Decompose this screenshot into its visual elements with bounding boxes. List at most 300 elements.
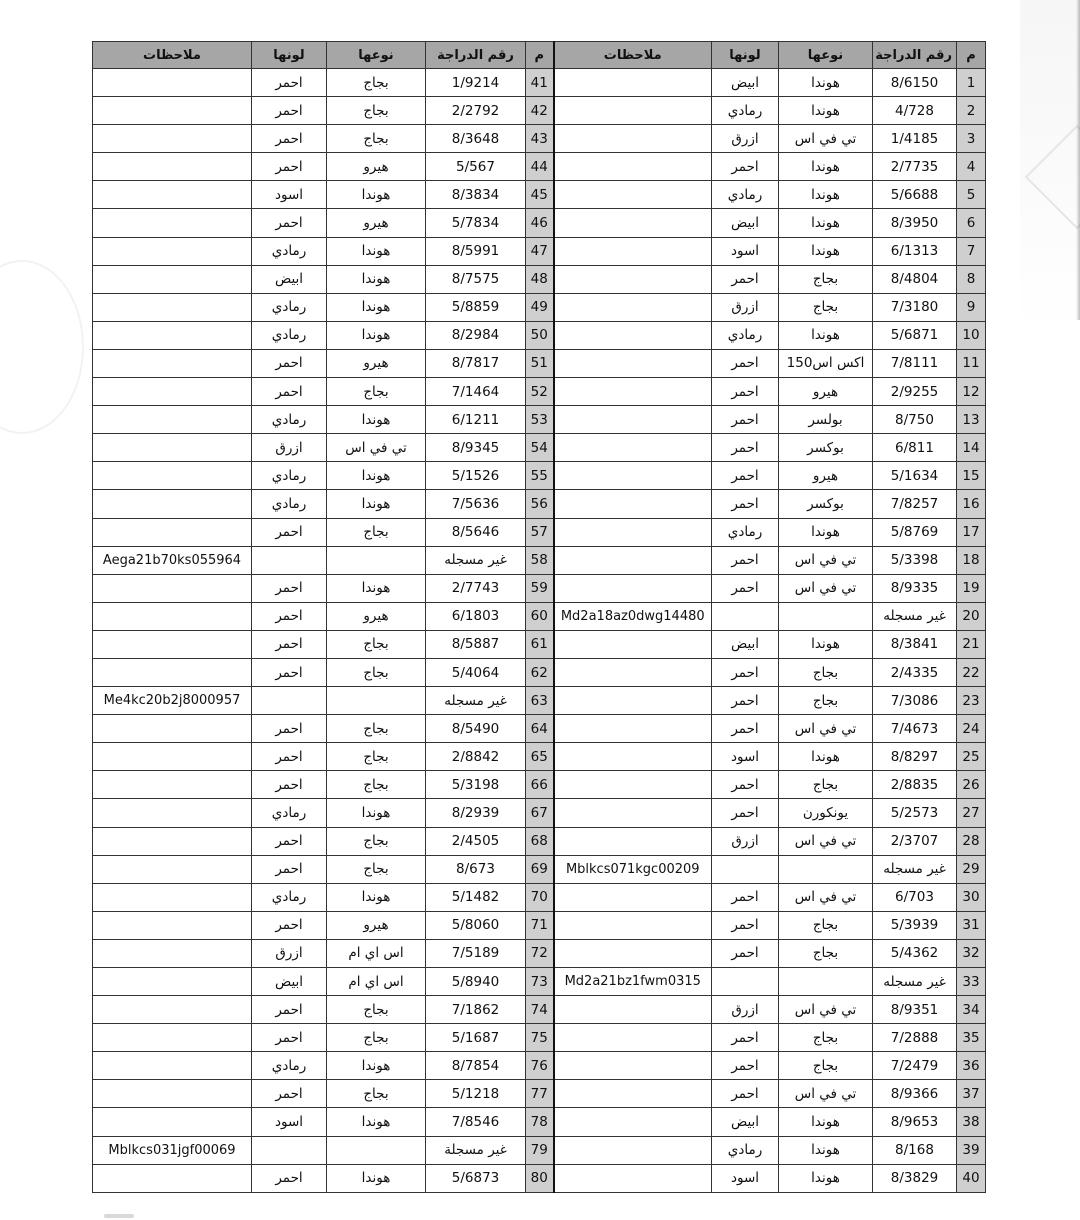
notes-cell (93, 939, 252, 967)
row-number: 8 (957, 265, 986, 293)
notes-cell (554, 771, 712, 799)
bike-type: هوندا (779, 97, 873, 125)
plate-number: 5/3398 (873, 546, 957, 574)
bike-type: هوندا (327, 265, 426, 293)
notes-cell (554, 658, 712, 686)
row-number: 64 (526, 715, 554, 743)
bike-color: احمر (252, 827, 327, 855)
notes-cell (93, 911, 252, 939)
row-number: 21 (957, 630, 986, 658)
table-row (93, 293, 986, 321)
row-number: 44 (526, 153, 554, 181)
plate-number: غير مسجله (873, 602, 957, 630)
notes-cell (93, 630, 252, 658)
bike-color: احمر (712, 349, 779, 377)
notes-cell (554, 378, 712, 406)
bike-color: اسود (712, 237, 779, 265)
bike-color: احمر (712, 771, 779, 799)
plate-number: 8/7575 (426, 265, 526, 293)
row-number: 76 (526, 1052, 554, 1080)
table-row (93, 715, 986, 743)
footer-mark (104, 1214, 134, 1218)
bike-color: احمر (712, 939, 779, 967)
bike-type: تي في اس (779, 125, 873, 153)
plate-number: 6/1211 (426, 406, 526, 434)
bike-color: احمر (252, 518, 327, 546)
bike-color: ابيض (252, 968, 327, 996)
row-number: 49 (526, 293, 554, 321)
notes-cell (93, 574, 252, 602)
table-row (93, 630, 986, 658)
notes-cell (554, 69, 712, 97)
plate-number: 6/1313 (873, 237, 957, 265)
row-number: 36 (957, 1052, 986, 1080)
bike-color: ابيض (712, 69, 779, 97)
notes-cell (93, 1108, 252, 1136)
notes-cell (554, 97, 712, 125)
bike-color: احمر (252, 1080, 327, 1108)
plate-number: 2/3707 (873, 827, 957, 855)
bike-color: احمر (712, 546, 779, 574)
bike-type: بجاج (327, 378, 426, 406)
plate-number: 8/7854 (426, 1052, 526, 1080)
row-number: 47 (526, 237, 554, 265)
notes-cell (93, 181, 252, 209)
notes-cell: Aega21b70ks055964 (93, 546, 252, 574)
bike-color: ازرق (712, 293, 779, 321)
table-row (93, 209, 986, 237)
bike-type: هوندا (779, 1136, 873, 1164)
row-number: 69 (526, 855, 554, 883)
bike-color: اسود (252, 1108, 327, 1136)
bike-color: احمر (252, 602, 327, 630)
bike-type: هوندا (779, 518, 873, 546)
bike-type: هوندا (779, 153, 873, 181)
notes-cell (93, 1024, 252, 1052)
bike-type: هوندا (327, 1052, 426, 1080)
bike-color: رمادي (712, 97, 779, 125)
bike-color: ازرق (712, 996, 779, 1024)
notes-cell (93, 771, 252, 799)
plate-number: 7/1464 (426, 378, 526, 406)
bike-color: رمادي (252, 462, 327, 490)
table-row (93, 1052, 986, 1080)
bike-color: رمادي (252, 1052, 327, 1080)
bike-type: هيرو (779, 378, 873, 406)
bike-type: هوندا (327, 321, 426, 349)
row-number: 50 (526, 321, 554, 349)
row-number: 34 (957, 996, 986, 1024)
plate-number: 5/6873 (426, 1164, 526, 1192)
motorcycle-registry-table (92, 41, 986, 1193)
table-row (93, 153, 986, 181)
bike-color: احمر (712, 434, 779, 462)
bike-type: بجاج (779, 687, 873, 715)
plate-number: 6/703 (873, 883, 957, 911)
bike-type: هيرو (327, 153, 426, 181)
bike-color: رمادي (252, 799, 327, 827)
plate-number: 8/9366 (873, 1080, 957, 1108)
notes-cell (93, 827, 252, 855)
bike-color: احمر (712, 490, 779, 518)
plate-number: 2/4335 (873, 658, 957, 686)
bike-color: احمر (252, 658, 327, 686)
bike-color: احمر (252, 1164, 327, 1192)
notes-cell (93, 743, 252, 771)
bike-color: احمر (712, 462, 779, 490)
bike-color: اسود (712, 743, 779, 771)
bike-color: ازرق (712, 125, 779, 153)
plate-number: 8/3841 (873, 630, 957, 658)
notes-cell (554, 939, 712, 967)
notes-cell (554, 209, 712, 237)
bike-color: احمر (252, 125, 327, 153)
row-number: 29 (957, 855, 986, 883)
table-row (93, 378, 986, 406)
row-number: 24 (957, 715, 986, 743)
bike-type: هيرو (327, 602, 426, 630)
row-number: 12 (957, 378, 986, 406)
row-number: 55 (526, 462, 554, 490)
row-number: 17 (957, 518, 986, 546)
background-ornament-left (0, 260, 84, 434)
notes-cell (93, 237, 252, 265)
notes-cell (93, 293, 252, 321)
plate-number: 2/8835 (873, 771, 957, 799)
plate-number: غير مسجلة (426, 1136, 526, 1164)
table-row (93, 349, 986, 377)
plate-number: 8/9653 (873, 1108, 957, 1136)
bike-color: رمادي (712, 1136, 779, 1164)
notes-cell (93, 996, 252, 1024)
bike-color: احمر (712, 715, 779, 743)
row-number: 46 (526, 209, 554, 237)
plate-number: 2/7735 (873, 153, 957, 181)
plate-number: 7/8111 (873, 349, 957, 377)
table-row (93, 1108, 986, 1136)
row-number: 9 (957, 293, 986, 321)
notes-cell (554, 1164, 712, 1192)
plate-number: 5/1218 (426, 1080, 526, 1108)
notes-cell (554, 293, 712, 321)
bike-color: ازرق (252, 434, 327, 462)
plate-number: 2/7743 (426, 574, 526, 602)
table-row (93, 827, 986, 855)
notes-cell (93, 1080, 252, 1108)
bike-color: احمر (252, 743, 327, 771)
bike-color: اسود (252, 181, 327, 209)
notes-cell (554, 996, 712, 1024)
plate-number: 8/3829 (873, 1164, 957, 1192)
header-plate-left: رقم الدراجة (426, 42, 526, 69)
row-number: 60 (526, 602, 554, 630)
row-number: 33 (957, 968, 986, 996)
table-row (93, 687, 986, 715)
plate-number: 2/8842 (426, 743, 526, 771)
bike-type: هيرو (779, 462, 873, 490)
header-type-right: نوعها (779, 42, 873, 69)
plate-number: غير مسجله (873, 855, 957, 883)
notes-cell (554, 434, 712, 462)
row-number: 37 (957, 1080, 986, 1108)
bike-color: احمر (252, 855, 327, 883)
row-number: 56 (526, 490, 554, 518)
bike-color: احمر (712, 1080, 779, 1108)
plate-number: 5/3939 (873, 911, 957, 939)
plate-number: 8/9351 (873, 996, 957, 1024)
plate-number: 1/4185 (873, 125, 957, 153)
plate-number: 2/4505 (426, 827, 526, 855)
bike-type: تي في اس (327, 434, 426, 462)
notes-cell (554, 743, 712, 771)
notes-cell (93, 153, 252, 181)
bike-color: احمر (252, 630, 327, 658)
notes-cell (554, 349, 712, 377)
table-row (93, 1136, 986, 1164)
plate-number: 2/2792 (426, 97, 526, 125)
notes-cell (554, 321, 712, 349)
bike-color (712, 602, 779, 630)
row-number: 20 (957, 602, 986, 630)
notes-cell (554, 490, 712, 518)
notes-cell (93, 462, 252, 490)
row-number: 32 (957, 939, 986, 967)
plate-number: 7/3180 (873, 293, 957, 321)
notes-cell (93, 97, 252, 125)
bike-color: احمر (252, 715, 327, 743)
bike-type (327, 546, 426, 574)
row-number: 5 (957, 181, 986, 209)
bike-color: احمر (712, 658, 779, 686)
plate-number: 8/8297 (873, 743, 957, 771)
notes-cell (93, 378, 252, 406)
row-number: 27 (957, 799, 986, 827)
notes-cell (554, 883, 712, 911)
row-number: 39 (957, 1136, 986, 1164)
row-number: 42 (526, 97, 554, 125)
table-row (93, 265, 986, 293)
plate-number: 8/5991 (426, 237, 526, 265)
row-number: 40 (957, 1164, 986, 1192)
bike-type: تي في اس (779, 574, 873, 602)
plate-number: 5/6688 (873, 181, 957, 209)
bike-color: احمر (252, 97, 327, 125)
row-number: 75 (526, 1024, 554, 1052)
row-number: 35 (957, 1024, 986, 1052)
row-number: 59 (526, 574, 554, 602)
row-number: 13 (957, 406, 986, 434)
bike-type: تي في اس (779, 715, 873, 743)
bike-color: رمادي (252, 490, 327, 518)
notes-cell (554, 153, 712, 181)
plate-number: 6/1803 (426, 602, 526, 630)
notes-cell (93, 1164, 252, 1192)
notes-cell (93, 490, 252, 518)
bike-type: هوندا (779, 321, 873, 349)
notes-cell (93, 658, 252, 686)
plate-number: 8/4804 (873, 265, 957, 293)
table-row (93, 406, 986, 434)
row-number: 41 (526, 69, 554, 97)
table-row (93, 574, 986, 602)
notes-cell (554, 687, 712, 715)
row-number: 43 (526, 125, 554, 153)
notes-cell (554, 237, 712, 265)
row-number: 26 (957, 771, 986, 799)
bike-color: احمر (252, 771, 327, 799)
table-row (93, 1080, 986, 1108)
plate-number: غير مسجله (426, 546, 526, 574)
row-number: 62 (526, 658, 554, 686)
row-number: 67 (526, 799, 554, 827)
bike-type: بجاج (327, 1024, 426, 1052)
header-num-left: م (526, 42, 554, 69)
bike-type: يونكورن (779, 799, 873, 827)
row-number: 54 (526, 434, 554, 462)
notes-cell (93, 518, 252, 546)
notes-cell (93, 715, 252, 743)
plate-number: 5/8060 (426, 911, 526, 939)
notes-cell (554, 1080, 712, 1108)
plate-number: 8/3950 (873, 209, 957, 237)
row-number: 4 (957, 153, 986, 181)
table-row (93, 799, 986, 827)
header-color-right: لونها (712, 42, 779, 69)
plate-number: 5/8859 (426, 293, 526, 321)
bike-type: اس اي ام (327, 939, 426, 967)
row-number: 30 (957, 883, 986, 911)
bike-type: هوندا (327, 406, 426, 434)
plate-number: 5/567 (426, 153, 526, 181)
notes-cell (93, 349, 252, 377)
bike-type: هوندا (779, 69, 873, 97)
notes-cell (93, 69, 252, 97)
row-number: 25 (957, 743, 986, 771)
plate-number: 7/8257 (873, 490, 957, 518)
notes-cell (554, 630, 712, 658)
notes-cell (554, 125, 712, 153)
bike-color: احمر (252, 378, 327, 406)
table-row (93, 883, 986, 911)
bike-color: اسود (712, 1164, 779, 1192)
plate-number: 5/4064 (426, 658, 526, 686)
bike-type: هوندا (327, 490, 426, 518)
bike-color: احمر (252, 574, 327, 602)
bike-type: بولسر (779, 406, 873, 434)
bike-type: بجاج (327, 771, 426, 799)
bike-type: بجاج (327, 827, 426, 855)
row-number: 48 (526, 265, 554, 293)
notes-cell (554, 546, 712, 574)
bike-color (252, 1136, 327, 1164)
bike-color (252, 546, 327, 574)
plate-number: 8/6150 (873, 69, 957, 97)
bike-type: تي في اس (779, 546, 873, 574)
notes-cell (554, 799, 712, 827)
plate-number: 7/5189 (426, 939, 526, 967)
plate-number: 5/1687 (426, 1024, 526, 1052)
notes-cell (93, 321, 252, 349)
table-row (93, 911, 986, 939)
bike-type: هيرو (327, 209, 426, 237)
row-number: 51 (526, 349, 554, 377)
bike-color: احمر (712, 574, 779, 602)
bike-color: رمادي (712, 181, 779, 209)
notes-cell (554, 265, 712, 293)
bike-type: هوندا (779, 1164, 873, 1192)
plate-number: 7/1862 (426, 996, 526, 1024)
table-row (93, 546, 986, 574)
bike-type (779, 968, 873, 996)
row-number: 65 (526, 743, 554, 771)
bike-type (327, 687, 426, 715)
bike-type: بوكسر (779, 434, 873, 462)
bike-color: احمر (712, 265, 779, 293)
row-number: 10 (957, 321, 986, 349)
background-ornament-right (1020, 0, 1080, 330)
bike-type: تي في اس (779, 827, 873, 855)
bike-type: هوندا (779, 630, 873, 658)
row-number: 70 (526, 883, 554, 911)
plate-number: 5/8940 (426, 968, 526, 996)
table-row (93, 855, 986, 883)
header-notes-right: ملاحظات (554, 42, 712, 69)
row-number: 23 (957, 687, 986, 715)
notes-cell (554, 1136, 712, 1164)
plate-number: 8/9335 (873, 574, 957, 602)
row-number: 53 (526, 406, 554, 434)
notes-cell (93, 406, 252, 434)
header-num-right: م (957, 42, 986, 69)
row-number: 38 (957, 1108, 986, 1136)
bike-type: هيرو (327, 349, 426, 377)
notes-cell (93, 265, 252, 293)
row-number: 1 (957, 69, 986, 97)
bike-color: احمر (252, 1024, 327, 1052)
table-row (93, 968, 986, 996)
plate-number: 2/9255 (873, 378, 957, 406)
table-row (93, 1164, 986, 1192)
table-row (93, 97, 986, 125)
notes-cell (554, 827, 712, 855)
plate-number: 8/168 (873, 1136, 957, 1164)
bike-color: رمادي (252, 883, 327, 911)
row-number: 68 (526, 827, 554, 855)
table-row (93, 181, 986, 209)
bike-color: احمر (712, 687, 779, 715)
plate-number: غير مسجله (426, 687, 526, 715)
table-row (93, 69, 986, 97)
bike-color: ابيض (712, 1108, 779, 1136)
bike-color: رمادي (252, 406, 327, 434)
table-row (93, 462, 986, 490)
bike-type: هوندا (327, 462, 426, 490)
row-number: 80 (526, 1164, 554, 1192)
bike-type: بجاج (327, 1080, 426, 1108)
bike-type: بجاج (327, 996, 426, 1024)
bike-color: رمادي (252, 237, 327, 265)
table-header-row (93, 42, 986, 69)
bike-color (712, 855, 779, 883)
row-number: 15 (957, 462, 986, 490)
row-number: 71 (526, 911, 554, 939)
bike-type: بجاج (779, 293, 873, 321)
bike-type: هوندا (327, 574, 426, 602)
plate-number: 5/2573 (873, 799, 957, 827)
plate-number: 8/3648 (426, 125, 526, 153)
bike-type (327, 1136, 426, 1164)
table-row (93, 1024, 986, 1052)
